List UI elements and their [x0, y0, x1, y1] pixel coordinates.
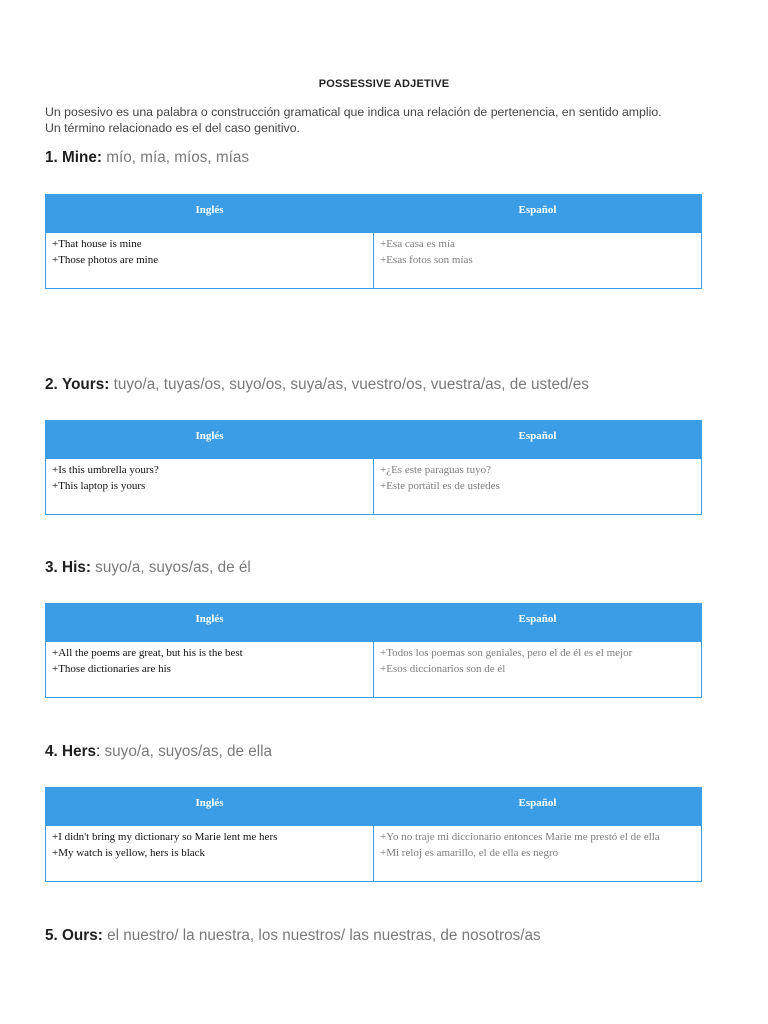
translation-table-hers — [45, 787, 702, 882]
section-number: 5. — [45, 927, 58, 944]
example-line: +Todos los poemas son geniales, pero el de él es el mejor — [380, 647, 633, 659]
section-term: His: — [62, 559, 91, 576]
header-spanish: Español — [374, 788, 702, 826]
example-line: +Esa casa es mía — [380, 238, 455, 250]
section-term-punct: : — [96, 743, 101, 760]
section-meaning: suyo/a, suyos/as, de ella — [104, 743, 273, 760]
example-line: +Esas fotos son mías — [380, 254, 473, 266]
example-line: +This laptop is yours — [52, 480, 146, 492]
section-meaning: tuyo/a, tuyas/os, suyo/os, suya/as, vuestro/os, vuestra/as, de usted/es — [113, 376, 589, 393]
translation-table-his — [45, 603, 702, 698]
example-line: +¿Es este paraguas tuyo? — [380, 464, 491, 476]
intro-line: Un posesivo es una palabra o construcción gramatical que indica una relación de pertenencia, en sentido amplio. — [45, 105, 662, 119]
section-heading-yours — [45, 376, 589, 394]
section-heading-mine — [45, 149, 249, 167]
table-row — [46, 459, 702, 515]
example-line: +Yo no traje mi diccionario entonces Marie me prestó el de ella — [380, 831, 660, 843]
section-term: Yours: — [62, 376, 110, 393]
example-line: +Those dictionaries are his — [52, 663, 171, 675]
translation-table-yours — [45, 420, 702, 515]
table-row — [46, 826, 702, 882]
section-number: 1. — [45, 149, 58, 166]
intro-line: Un término relacionado es el del caso genitivo. — [45, 121, 300, 135]
spanish-cell — [374, 459, 702, 515]
example-line: +Those photos are mine — [52, 254, 159, 266]
section-number: 2. — [45, 376, 58, 393]
table-row — [46, 642, 702, 698]
section-meaning: el nuestro/ la nuestra, los nuestros/ las nuestras, de nosotros/as — [107, 927, 541, 944]
section-heading-hers — [45, 743, 272, 761]
intro-paragraph — [45, 104, 715, 136]
example-line: +All the poems are great, but his is the best — [52, 647, 243, 659]
header-english: Inglés — [46, 788, 374, 826]
table-row — [46, 233, 702, 289]
header-spanish: Español — [374, 604, 702, 642]
section-term: Ours: — [62, 927, 103, 944]
english-cell — [46, 233, 374, 289]
english-cell — [46, 826, 374, 882]
header-english: Inglés — [46, 604, 374, 642]
example-line: +Este portátil es de ustedes — [380, 480, 500, 492]
example-line: +I didn't bring my dictionary so Marie lent me hers — [52, 831, 278, 843]
translation-table-mine — [45, 194, 702, 289]
section-number: 4. — [45, 743, 58, 760]
example-line: +My watch is yellow, hers is black — [52, 847, 206, 859]
spanish-cell — [374, 642, 702, 698]
example-line: +Mi reloj es amarillo, el de ella es negro — [380, 847, 559, 859]
english-cell — [46, 459, 374, 515]
spanish-cell — [374, 233, 702, 289]
section-meaning: mío, mía, míos, mías — [106, 149, 250, 166]
example-line: +Esos diccionarios son de él — [380, 663, 506, 675]
header-spanish: Español — [374, 421, 702, 459]
section-term: Hers — [62, 743, 97, 760]
spanish-cell — [374, 826, 702, 882]
section-meaning: suyo/a, suyos/as, de él — [95, 559, 251, 576]
example-line: +That house is mine — [52, 238, 142, 250]
english-cell — [46, 642, 374, 698]
header-spanish: Español — [374, 195, 702, 233]
section-heading-ours — [45, 927, 541, 945]
example-line: +Is this umbrella yours? — [52, 464, 159, 476]
section-number: 3. — [45, 559, 58, 576]
document-title: POSSESSIVE ADJETIVE — [318, 78, 450, 90]
section-heading-his — [45, 559, 251, 577]
header-english: Inglés — [46, 421, 374, 459]
header-english: Inglés — [46, 195, 374, 233]
section-term: Mine: — [62, 149, 102, 166]
